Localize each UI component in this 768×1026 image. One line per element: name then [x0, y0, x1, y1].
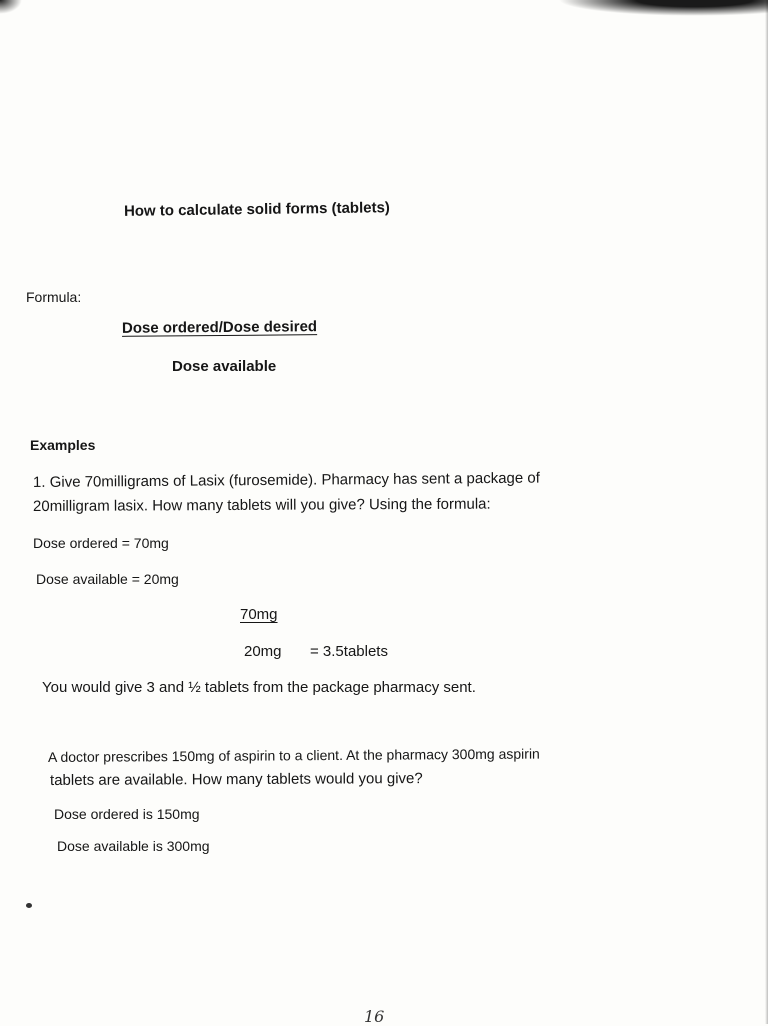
example2-text-line1: A doctor prescribes 150mg of aspirin to a client. At the pharmacy 300mg aspirin — [47, 745, 540, 765]
example2-dose-available: Dose available is 300mg — [57, 838, 210, 854]
page-title: How to calculate solid forms (tablets) — [123, 199, 390, 220]
example2-text-line2: tablets are available. How many tablets would you give? — [49, 770, 423, 789]
formula-label: Formula: — [26, 289, 82, 305]
example1-text-line1: 1. Give 70milligrams of Lasix (furosemide). Pharmacy has sent a package of — [32, 469, 540, 491]
page-number: 16 — [364, 1007, 385, 1026]
formula-denominator: Dose available — [172, 358, 277, 375]
scan-speck — [26, 903, 32, 908]
formula-numerator: Dose ordered/Dose desired — [121, 318, 318, 337]
example1-result: = 3.5tablets — [310, 643, 388, 660]
example1-text-line2: 20milligram lasix. How many tablets will you give? Using the formula: — [32, 495, 491, 515]
example1-conclusion: You would give 3 and ½ tablets from the package pharmacy sent. — [42, 679, 476, 696]
scan-shadow-top — [558, 0, 768, 16]
example1-fraction-denominator: 20mg — [244, 643, 282, 660]
scan-shadow-left — [0, 0, 22, 14]
example1-fraction-numerator: 70mg — [240, 606, 278, 623]
examples-heading: Examples — [30, 437, 96, 453]
example1-dose-ordered: Dose ordered = 70mg — [33, 535, 169, 551]
example1-dose-available: Dose available = 20mg — [36, 571, 179, 587]
example2-dose-ordered: Dose ordered is 150mg — [54, 806, 200, 822]
